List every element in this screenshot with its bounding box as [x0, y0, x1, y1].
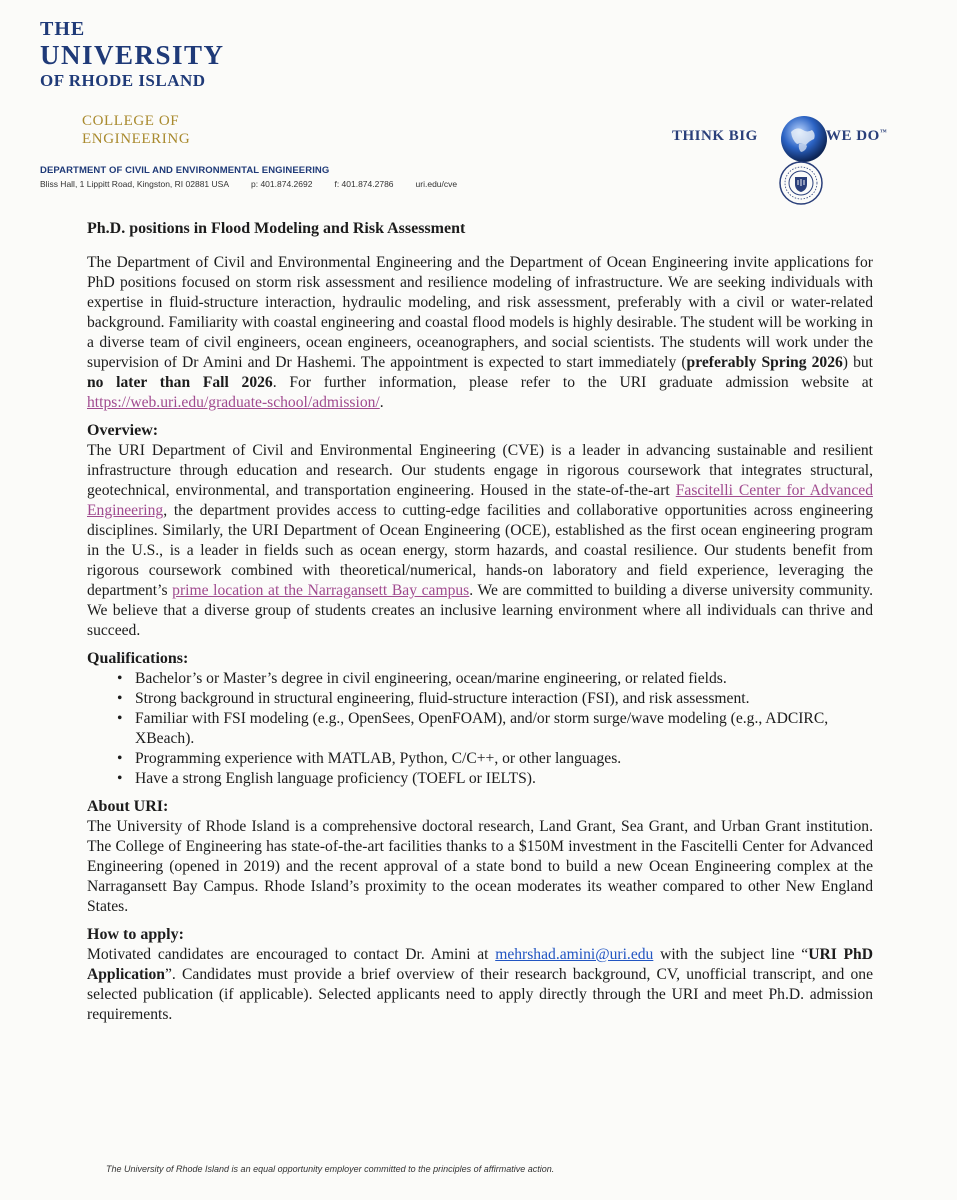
qualifications-heading: Qualifications: — [87, 650, 189, 667]
university-seal-icon — [778, 160, 824, 206]
list-item: • Strong background in structural engineering, fluid-structure interaction (FSI), and risk assessment. — [121, 689, 873, 709]
logo-university: UNIVERSITY — [40, 40, 225, 70]
address: Bliss Hall, 1 Lippitt Road, Kingston, RI 02881 USA — [40, 179, 229, 189]
globe-icon — [779, 114, 829, 164]
fascitelli-center-link[interactable]: Fascitelli Center for Advanced Engineering — [87, 482, 873, 519]
apply-paragraph: Motivated candidates are encouraged to contact Dr. Amini at mehrshad.amini@uri.edu with the subject line “URI PhD Application”. Candidates must provide a brief overview of their research background, CV, unofficial transcript, and one selected publication (if applicable). Selected applicants need to apply directly through the URI and meet Ph.D. admission requirements. — [87, 946, 873, 1023]
college-line2: ENGINEERING — [82, 131, 191, 147]
department-name: DEPARTMENT OF CIVIL AND ENVIRONMENTAL ENGINEERING — [40, 165, 330, 176]
intro-paragraph: The Department of Civil and Environmental Engineering and the Department of Ocean Engineering invite applications for PhD positions focused on storm risk assessment and resilience modeling of infrastructure. We are seeking individuals with expertise in fluid-structure interaction, hydraulic modeling, and risk assessment, preferably with a civil or water-related background. Familiarity with coastal engineering and coastal flood models is highly desirable. The student will be working in a diverse team of civil engineers, ocean engineers, oceanographers, and social scientists. The students will work under the supervision of Dr Amini and Dr Hashemi. The appointment is expected to start immediately (preferably Spring 2026) but no later than Fall 2026. For further information, please refer to the URI graduate admission website at https://web.uri.edu/graduate-school/admission/. — [87, 254, 873, 411]
slogan-we-do: WE DO™ — [826, 128, 888, 144]
university-logo — [40, 18, 225, 92]
fax: f: 401.874.2786 — [334, 179, 394, 189]
about-paragraph: The University of Rhode Island is a comprehensive doctoral research, Land Grant, Sea Grant, and Urban Grant institution. The College of Engineering has state-of-the-art facilities thanks to a $150M investment in the Fascitelli Center for Advanced Engineering (opened in 2019) and the recent approval of a state bond to build a new Ocean Engineering complex at the Narragansett Bay Campus. Rhode Island’s proximity to the ocean moderates its weather compared to other New England States. — [87, 818, 873, 915]
apply-heading: How to apply: — [87, 926, 184, 943]
website: uri.edu/cve — [415, 179, 458, 189]
college-of-engineering — [82, 112, 190, 148]
list-item: • Familiar with FSI modeling (e.g., OpenSees, OpenFOAM), and/or storm surge/wave modeling (e.g., ADCIRC, XBeach). — [121, 709, 873, 749]
logo-of-rhode-island: OF RHODE ISLAND — [40, 71, 206, 90]
list-item: • Bachelor’s or Master’s degree in civil engineering, ocean/marine engineering, or related fields. — [121, 669, 873, 689]
slogan-think-big: THINK BIG — [672, 128, 758, 144]
page-title: Ph.D. positions in Flood Modeling and Risk Assessment — [87, 220, 466, 237]
about-heading: About URI: — [87, 798, 169, 815]
contact-email-link[interactable]: mehrshad.amini@uri.edu — [495, 946, 654, 963]
logo-the: THE — [40, 18, 86, 40]
eeo-footer: The University of Rhode Island is an equal opportunity employer committed to the principles of affirmative action. — [106, 1164, 555, 1174]
college-line1: COLLEGE OF — [82, 113, 180, 129]
list-item: • Have a strong English language proficiency (TOEFL or IELTS). — [121, 769, 873, 789]
list-item: • Programming experience with MATLAB, Python, C/C++, or other languages. — [121, 749, 873, 769]
narragansett-bay-campus-link[interactable]: prime location at the Narragansett Bay campus — [172, 582, 470, 599]
overview-heading: Overview: — [87, 422, 159, 439]
department-address-line — [40, 179, 479, 189]
document-body — [87, 215, 873, 1025]
phone: p: 401.874.2692 — [251, 179, 313, 189]
admission-website-link[interactable]: https://web.uri.edu/graduate-school/admission/ — [87, 394, 380, 411]
overview-paragraph: The URI Department of Civil and Environmental Engineering (CVE) is a leader in advancing sustainable and resilient infrastructure through education and research. Our students engage in rigorous coursework that integrates structural, geotechnical, environmental, and transportation engineering. Housed in the state-of-the-art Fascitelli Center for Advanced Engineering, the department provides access to cutting-edge facilities and collaborative opportunities across engineering disciplines. Similarly, the URI Department of Ocean Engineering (OCE), established as the first ocean engineering program in the U.S., is a leader in fields such as ocean energy, storm hazards, and coastal resilience. Our students benefit from rigorous coursework combined with theoretical/numerical, hands-on laboratory and field experience, leveraging the department’s prime location at the Narragansett Bay campus. We are committed to building a diverse university community. We believe that a diverse group of students creates an inclusive learning environment where all individuals can thrive and succeed. — [87, 442, 873, 639]
qualifications-list — [87, 669, 873, 789]
department-block — [40, 165, 479, 189]
think-big-slogan — [672, 120, 912, 160]
